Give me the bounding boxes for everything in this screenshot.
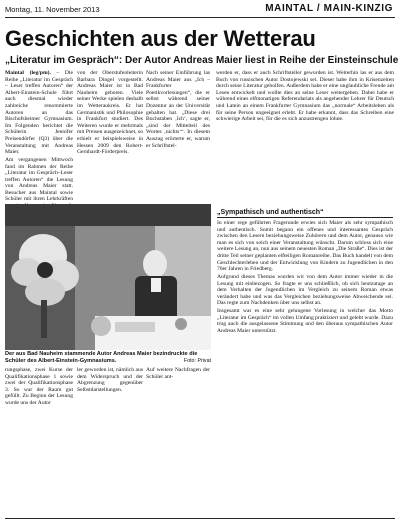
author-photo	[5, 204, 211, 350]
article-column-6	[5, 367, 73, 405]
photo-caption-text: Der aus Bad Nauheim stammende Autor Andreas Maier bezindruckte die Schüler des Albert-Einstein-Gymnasiums.	[5, 351, 198, 364]
photo-caption	[5, 351, 211, 364]
article-column-2	[77, 70, 143, 203]
article-dateline: Maintal (leg/pm).	[5, 70, 51, 76]
article-column-5	[217, 220, 393, 516]
article-headline: Geschichten aus der Wetterau	[5, 26, 316, 51]
page-header	[5, 3, 395, 18]
column-5-paragraph-2: Aufgrund dieses Themas wurden wir von dem Autor immer wieder in die Lesung mit einbezogen. So fragte er uns schließlich, ob sich heutzutage an dem Verhalten der Jugendlichen im Vergleich zu seinem Roman etwas verändert habe und was das Vergleichen beziehungsweise Abweichende sei. Das regte zum Nachdenken über uns selbst an.	[217, 273, 393, 307]
article-column-8	[146, 367, 210, 405]
newspaper-page	[5, 3, 399, 524]
article-column-1	[5, 70, 73, 203]
issue-date: Montag, 11. November 2013	[5, 5, 100, 14]
column-3-text: Nach seiner Einführung las Andreas Maier aus „Ich – Frankfurter Poetikvorlesungen“, die er selbst während seiner Dozentur an der Universität gehalten hat. „Diese drei Buchstaben ‚Ich‘, sagte er, „sind der Mittelteil des Wortes ‚nichts‘“. In diesem Auszug erörterte er, warum er Schriftstel-	[146, 70, 210, 149]
article-subheadline: „Literatur im Gespräch“: Der Autor Andreas Maier liest in Reihe der Einsteinschule	[5, 55, 399, 66]
column-5-paragraph-1: In einer rege geführten Fragerunde erwies sich Maier als sehr sympathisch und authentisch. Somit begann ein offenes und interessantes Gespräch zwischen den Lesern beziehungsweise Zuhörern und dem Autor, genauso wie man es sich von solch einer Veranstaltung wünscht. Darum schloss sich eine weitere Lesung an, nun aus seinem neuesten Roman „Die Straße“. Dies ist der dritte Teil seiner geplanten elfteiligen Romanreihe. Das Buch handelt von dem Geschlechterleben und der Entwicklung von Kindern zu Jugendlichen in den 70er Jahren in Friedberg.	[217, 220, 393, 273]
lead-text: – Die Reihe „Literatur im Gespräch – Leser treffen Autoren“ der Albert-Einstein-Schule führt auch diesmal wieder zahlreiche renommierte Autoren an das Bischofsheimer Gymnasium. Im Folgenden berichtet die Schülerin Jennifer Preisendörfer (Q3) über die Veranstaltung mit Andreas Maier.	[5, 70, 74, 156]
column-4-text: werden er, dass er auch Schriftsteller geworden ist. Weiterhin las er aus dem Buch von russischen Autor Dostojewski sei. Dieser habe ihm in Krisenzeiten durch seine Literatur geholfen. Außerdem habe er eine unglaubliche Freude am Lesen entwickelt und wollte dies an seine Leser weitergeben. Dabei habe er während eines elfmonatigen Referendariats als angehender Lehrer für Deutsch und Latein an einem Frankfurter Gymnasium das „normale“ Arbeitsleben als für seine Person ungeeignet erlebt. Er habe erkannt, dass das Schreiben eine schwierige Arbeit sei, für die es sich anzustrengen lohne.	[216, 70, 394, 123]
section-rubric: „Sympathisch und authentisch“	[217, 208, 393, 218]
column-1-paragraph-2: Am vergangenen Mittwoch fand im Rahmen der Reihe „Literatur im Gespräch–Leser treffen Autoren“ die Lesung von Andreas Maier statt. Besucher aus Maintal sowie Schüler mit ihren Lehrkräften	[5, 156, 73, 203]
column-2-text: von der Oberstufenleiterin Barbara Dingel vorgestellt. Andreas Maier ist in Bad Nauheim geboren. Viele seiner Werke spielen deshalb im Wetteraukreis. Er hat Germanistik und Philosophie in Frankfurt studiert. Des Weiteren wurde er mehrmals mit Preisen ausgezeichnet, so erhielt er beispielsweise in Hessen 2009 den Robert-Gernhardt-Förderpreis.	[77, 70, 143, 156]
article-column-7	[77, 367, 143, 405]
section-title: MAINTAL / MAIN-KINZIG	[265, 3, 393, 14]
column-6-text: rungsphase, zwei Kurse der Qualifikationsphase 1 sowie zwei der Qualifikationsphase 3. So war der Raum gut gefüllt. Zu Beginn der Lesung wurde uns der Autor	[5, 367, 73, 406]
column-1-paragraph	[5, 70, 73, 156]
photo-credit: Foto: Privat	[183, 357, 211, 364]
author-photo-image	[5, 204, 211, 350]
footer-rule	[5, 518, 395, 519]
column-5-paragraph-3: Insgesamt war es eine sehr gelungene Vorlesung in welcher das Motto „Literatur im Gespräch“ im vollen Umfang praktiziert und gelebt wurde. Dazu trug auch die ausgelassene Stimmung und den überaus sympathischen Autor Andreas Maier unterstützt.	[217, 308, 393, 334]
article-column-3	[146, 70, 210, 203]
column-8-text: Auf weitere Nachfragen der Schüler ant-	[146, 367, 210, 380]
column-7-text: ler geworden ist, nämlich aus dem Widerspruch und der Abgrenzung gegenüber Selbstdarstellungen.	[77, 367, 143, 393]
article-column-4	[216, 70, 394, 204]
